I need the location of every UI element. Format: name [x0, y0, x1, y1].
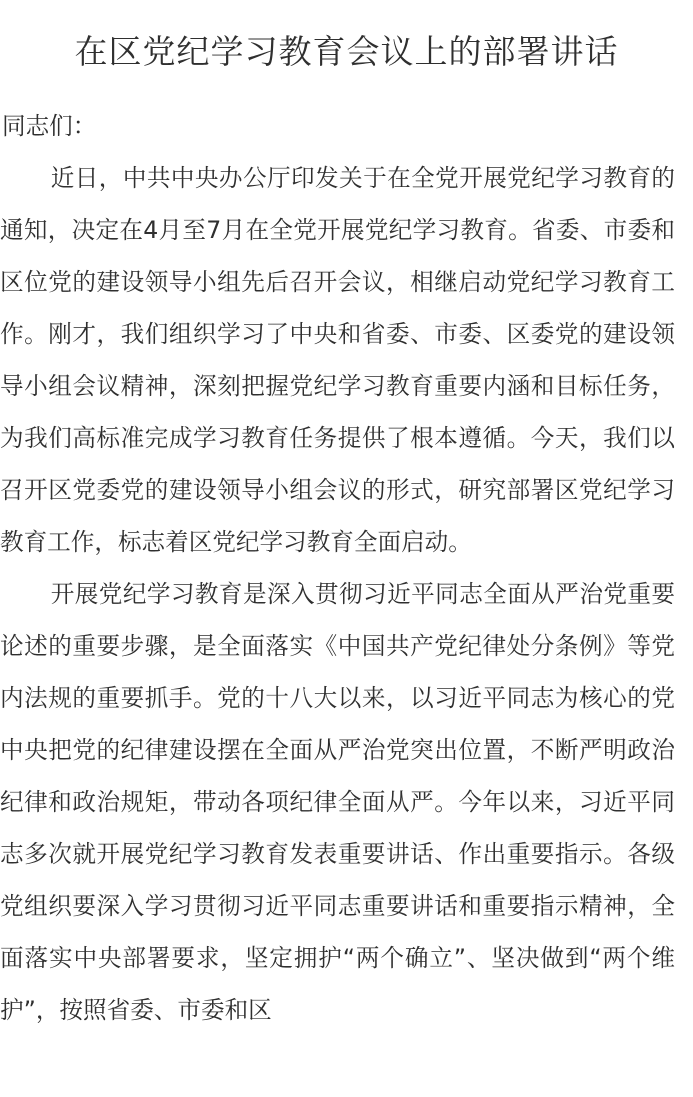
document-title: 在区党纪学习教育会议上的部署讲话 — [74, 32, 619, 71]
salutation: 同志们： — [2, 112, 97, 140]
body-paragraph: 开展党纪学习教育是深入贯彻习近平同志全面从严治党重要论述的重要步骤，是全面落实《中国共产党纪律处分条例》等党内法规的重要抓手。党的十八大以来，以习近平同志为核心的党中央把党的纪律建设摆在全面从严治党突出位置，不断严明政治纪律和政治规矩，带动各项纪律全面从严。今年以来，习近平同志多次就开展党纪学习教育发表重要讲话、作出重要指示。各级党组织要深入学习贯彻习近平同志重要讲话和重要指示精神，全面落实中央部署要求，坚定拥护“两个确立”、坚决做到“两个维护”，按照省委、市委和区 — [0, 580, 675, 1024]
body-paragraph: 近日，中共中央办公厅印发关于在全党开展党纪学习教育的通知，决定在4月至7月在全党开展党纪学习教育。省委、市委和区位党的建设领导小组先后召开会议，相继启动党纪学习教育工作。刚才，我们组织学习了中央和省委、市委、区委党的建设领导小组会议精神，深刻把握党纪学习教育重要内涵和目标任务，为我们高标准完成学习教育任务提供了根本遵循。今天，我们以召开区党委党的建设领导小组会议的形式，研究部署区党纪学习教育工作，标志着区党纪学习教育全面启动。 — [0, 164, 675, 556]
